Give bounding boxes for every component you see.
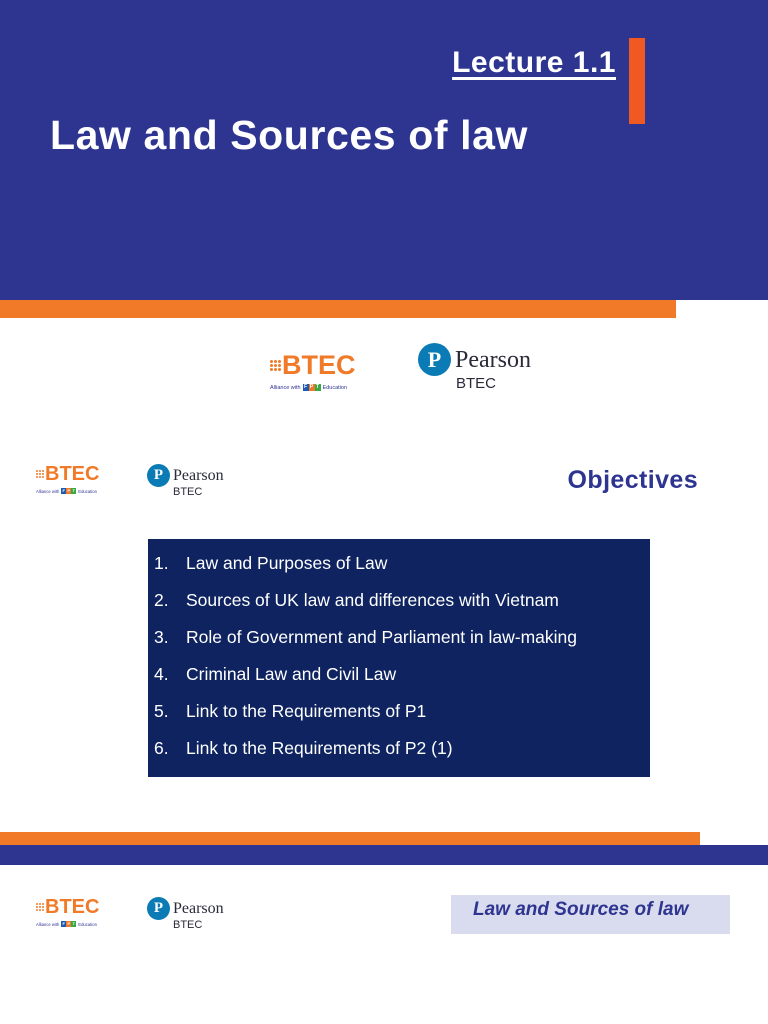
btec-tag-prefix: Alliance with — [36, 488, 60, 494]
pearson-logo — [418, 343, 531, 391]
list-item — [154, 619, 650, 656]
fpt-letter: T — [316, 384, 320, 390]
btec-wordmark: BTEC — [282, 350, 356, 380]
fpt-logo — [303, 384, 321, 391]
slide-title: Law and Sources of law — [473, 899, 689, 920]
fpt-letter: P — [309, 384, 314, 390]
objectives-box — [148, 539, 650, 777]
item-text: Law and Purposes of Law — [186, 553, 388, 573]
item-number: 4. — [154, 664, 169, 684]
item-text: Link to the Requirements of P1 — [186, 701, 427, 721]
pearson-logo — [147, 464, 224, 498]
btec-logo — [36, 897, 98, 927]
pearson-btec-label: BTEC — [173, 919, 203, 931]
pearson-logo — [147, 897, 224, 931]
btec-wordmark: BTEC — [45, 896, 100, 918]
btec-tag-prefix: Alliance with — [270, 384, 301, 391]
footer-navy-stripe — [0, 845, 768, 865]
item-number: 5. — [154, 701, 169, 721]
fpt-letter: T — [72, 488, 75, 493]
btec-tag-suffix: Education — [78, 921, 97, 927]
fpt-letter: P — [67, 921, 71, 926]
pearson-p-icon: P — [147, 897, 170, 920]
btec-dots-icon — [270, 360, 281, 371]
pearson-p-icon: P — [147, 464, 170, 487]
fpt-letter: P — [67, 488, 71, 493]
objectives-list — [148, 539, 650, 767]
item-number: 1. — [154, 553, 169, 573]
list-item — [154, 656, 650, 693]
item-number: 6. — [154, 738, 169, 758]
list-item — [154, 693, 650, 730]
fpt-logo — [61, 921, 76, 927]
lecture-number: Lecture 1.1 — [452, 46, 616, 79]
list-item — [154, 545, 650, 582]
item-text: Role of Government and Parliament in law-making — [186, 627, 578, 647]
btec-wordmark: BTEC — [45, 463, 100, 485]
objectives-heading: Objectives — [567, 466, 698, 494]
btec-tag-suffix: Education — [322, 384, 348, 391]
fpt-letter: F — [304, 384, 308, 390]
item-text: Sources of UK law and differences with Vietnam — [186, 590, 559, 610]
pearson-wordmark: Pearson — [173, 467, 224, 484]
slide-title: Law and Sources of law — [50, 112, 528, 158]
btec-logo — [36, 464, 98, 494]
item-number: 3. — [154, 627, 169, 647]
btec-tag-prefix: Alliance with — [36, 921, 60, 927]
list-item — [154, 730, 650, 767]
item-text: Link to the Requirements of P2 (1) — [186, 738, 453, 758]
btec-dots-icon — [36, 903, 44, 911]
item-text: Criminal Law and Civil Law — [186, 664, 397, 684]
fpt-letter: F — [62, 921, 65, 926]
pearson-wordmark: Pearson — [455, 347, 531, 373]
lecture-accent-bar — [629, 38, 645, 124]
item-number: 2. — [154, 590, 169, 610]
list-item — [154, 582, 650, 619]
pearson-wordmark: Pearson — [173, 900, 224, 917]
btec-dots-icon — [36, 470, 44, 478]
fpt-letter: T — [72, 921, 75, 926]
banner-orange-stripe — [0, 300, 676, 318]
btec-tag-suffix: Education — [78, 488, 97, 494]
pearson-btec-label: BTEC — [456, 375, 497, 392]
fpt-logo — [61, 488, 76, 494]
fpt-letter: F — [62, 488, 65, 493]
btec-logo — [270, 352, 354, 391]
pearson-btec-label: BTEC — [173, 486, 203, 498]
footer-orange-stripe — [0, 832, 700, 845]
pearson-p-icon: P — [418, 343, 451, 376]
